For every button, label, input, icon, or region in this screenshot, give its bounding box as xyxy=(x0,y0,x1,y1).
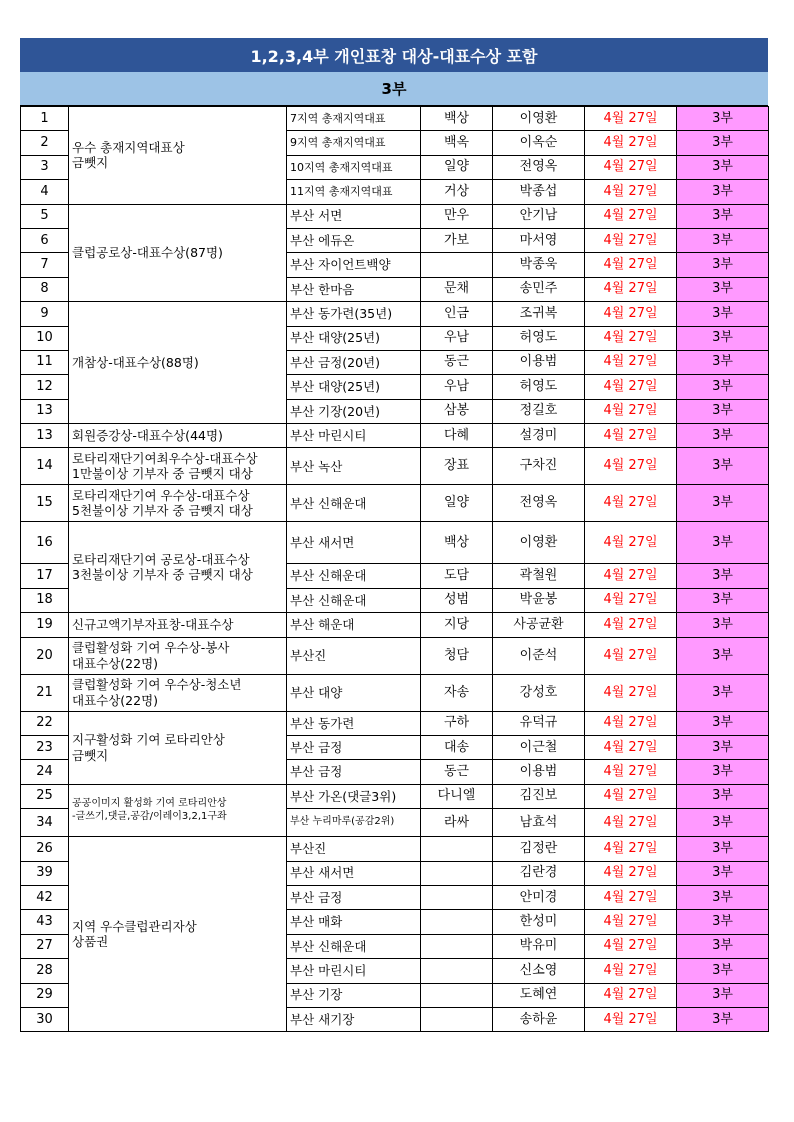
nickname-cell: 동근 xyxy=(421,350,493,374)
date-cell: 4월 27일 xyxy=(585,399,677,423)
nickname-cell xyxy=(421,861,493,885)
club-cell: 부산 새기장 xyxy=(287,1007,421,1031)
nickname-cell: 일양 xyxy=(421,155,493,179)
nickname-cell: 일양 xyxy=(421,485,493,522)
row-number: 15 xyxy=(21,485,69,522)
row-number: 39 xyxy=(21,861,69,885)
member-name-cell: 도혜연 xyxy=(493,983,585,1007)
award-name: 개참상-대표수상(88명) xyxy=(72,354,199,370)
date-cell: 4월 27일 xyxy=(585,448,677,485)
member-name-cell: 이옥순 xyxy=(493,131,585,155)
part-cell: 3부 xyxy=(677,910,769,934)
row-number: 7 xyxy=(21,253,69,277)
table-row xyxy=(21,424,769,448)
part-cell: 3부 xyxy=(677,760,769,784)
nickname-cell xyxy=(421,885,493,909)
date-cell: 4월 27일 xyxy=(585,736,677,760)
member-name-cell: 김란경 xyxy=(493,861,585,885)
club-cell: 부산 녹산 xyxy=(287,448,421,485)
sheet-title: 1,2,3,4부 개인표창 대상-대표수상 포함 xyxy=(20,38,768,72)
date-cell: 4월 27일 xyxy=(585,107,677,131)
row-number: 2 xyxy=(21,131,69,155)
member-name-cell: 송하윤 xyxy=(493,1007,585,1031)
member-name-cell: 이용범 xyxy=(493,350,585,374)
award-name: 클럽공로상-대표수상(87명) xyxy=(72,245,223,261)
row-number: 14 xyxy=(21,448,69,485)
row-number: 4 xyxy=(21,180,69,204)
member-name-cell: 정길호 xyxy=(493,399,585,423)
part-cell: 3부 xyxy=(677,253,769,277)
part-cell: 3부 xyxy=(677,180,769,204)
award-cell xyxy=(69,613,287,637)
member-name-cell: 박종욱 xyxy=(493,253,585,277)
part-cell: 3부 xyxy=(677,424,769,448)
nickname-cell: 지당 xyxy=(421,613,493,637)
date-cell: 4월 27일 xyxy=(585,613,677,637)
award-cell xyxy=(69,674,287,711)
award-cell xyxy=(69,637,287,674)
nickname-cell: 백옥 xyxy=(421,131,493,155)
date-cell: 4월 27일 xyxy=(585,350,677,374)
award-name: 로타리재단기여 우수상-대표수상 5천불이상 기부자 중 금뺏지 대상 xyxy=(72,487,253,519)
date-cell: 4월 27일 xyxy=(585,228,677,252)
award-table xyxy=(20,106,769,1032)
award-name: 우수 총재지역대표상 금뺏지 xyxy=(72,139,185,171)
table-row xyxy=(21,485,769,522)
date-cell: 4월 27일 xyxy=(585,760,677,784)
member-name-cell: 강성호 xyxy=(493,674,585,711)
date-cell: 4월 27일 xyxy=(585,155,677,179)
member-name-cell: 안기남 xyxy=(493,204,585,228)
nickname-cell: 동근 xyxy=(421,760,493,784)
club-cell: 부산 동가련 xyxy=(287,711,421,735)
row-number: 27 xyxy=(21,934,69,958)
row-number: 16 xyxy=(21,522,69,564)
club-cell: 부산 기장(20년) xyxy=(287,399,421,423)
part-cell: 3부 xyxy=(677,155,769,179)
club-cell: 10지역 총재지역대표 xyxy=(287,155,421,179)
club-cell: 부산 해운대 xyxy=(287,613,421,637)
club-cell: 7지역 총재지역대표 xyxy=(287,107,421,131)
table-row xyxy=(21,107,769,131)
row-number: 25 xyxy=(21,784,69,808)
award-cell xyxy=(69,107,287,205)
date-cell: 4월 27일 xyxy=(585,375,677,399)
club-cell: 부산 금정(20년) xyxy=(287,350,421,374)
nickname-cell: 대송 xyxy=(421,736,493,760)
date-cell: 4월 27일 xyxy=(585,485,677,522)
nickname-cell: 삼봉 xyxy=(421,399,493,423)
part-cell: 3부 xyxy=(677,107,769,131)
club-cell: 부산 기장 xyxy=(287,983,421,1007)
member-name-cell: 전영옥 xyxy=(493,485,585,522)
club-cell: 부산 가온(댓글3위) xyxy=(287,784,421,808)
award-cell xyxy=(69,784,287,836)
nickname-cell: 가보 xyxy=(421,228,493,252)
row-number: 10 xyxy=(21,326,69,350)
date-cell: 4월 27일 xyxy=(585,885,677,909)
part-cell: 3부 xyxy=(677,350,769,374)
part-cell: 3부 xyxy=(677,204,769,228)
row-number: 22 xyxy=(21,711,69,735)
club-cell: 부산 에듀온 xyxy=(287,228,421,252)
award-name: 클럽활성화 기여 우수상-봉사 대표수상(22명) xyxy=(72,640,230,671)
date-cell: 4월 27일 xyxy=(585,522,677,564)
row-number: 43 xyxy=(21,910,69,934)
club-cell: 부산 금정 xyxy=(287,885,421,909)
nickname-cell xyxy=(421,1007,493,1031)
row-number: 3 xyxy=(21,155,69,179)
row-number: 29 xyxy=(21,983,69,1007)
member-name-cell: 박유미 xyxy=(493,934,585,958)
member-name-cell: 신소영 xyxy=(493,959,585,983)
club-cell: 부산 신해운대 xyxy=(287,934,421,958)
part-cell: 3부 xyxy=(677,885,769,909)
row-number: 23 xyxy=(21,736,69,760)
row-number: 24 xyxy=(21,760,69,784)
member-name-cell: 안미경 xyxy=(493,885,585,909)
nickname-cell xyxy=(421,983,493,1007)
club-cell: 부산 대양(25년) xyxy=(287,375,421,399)
part-cell: 3부 xyxy=(677,131,769,155)
member-name-cell: 허영도 xyxy=(493,326,585,350)
member-name-cell: 한성미 xyxy=(493,910,585,934)
table-row xyxy=(21,448,769,485)
part-cell: 3부 xyxy=(677,448,769,485)
row-number: 9 xyxy=(21,302,69,326)
nickname-cell: 우남 xyxy=(421,375,493,399)
award-cell xyxy=(69,302,287,424)
nickname-cell: 도담 xyxy=(421,564,493,588)
club-cell: 부산 누리마루(공감2위) xyxy=(287,809,421,837)
member-name-cell: 이준석 xyxy=(493,637,585,674)
row-number: 5 xyxy=(21,204,69,228)
nickname-cell: 다니엘 xyxy=(421,784,493,808)
club-cell: 부산 신해운대 xyxy=(287,588,421,612)
club-cell: 부산 매화 xyxy=(287,910,421,934)
section-title: 3부 xyxy=(20,72,768,106)
club-cell: 부산 대양(25년) xyxy=(287,326,421,350)
award-cell xyxy=(69,522,287,613)
table-row xyxy=(21,522,769,564)
date-cell: 4월 27일 xyxy=(585,302,677,326)
nickname-cell: 구하 xyxy=(421,711,493,735)
nickname-cell xyxy=(421,910,493,934)
part-cell: 3부 xyxy=(677,983,769,1007)
member-name-cell: 이용범 xyxy=(493,760,585,784)
nickname-cell xyxy=(421,253,493,277)
nickname-cell: 인금 xyxy=(421,302,493,326)
club-cell: 11지역 총재지역대표 xyxy=(287,180,421,204)
award-sheet xyxy=(20,38,768,1032)
club-cell: 9지역 총재지역대표 xyxy=(287,131,421,155)
member-name-cell: 이영환 xyxy=(493,107,585,131)
award-name: 공공이미지 활성화 기여 로타리안상 -글쓰기,댓글,공감/이레이3,2,1구좌 xyxy=(72,798,227,822)
member-name-cell: 사공균환 xyxy=(493,613,585,637)
award-name: 신규고액기부자표창-대표수상 xyxy=(72,617,234,633)
part-cell: 3부 xyxy=(677,375,769,399)
member-name-cell: 유덕규 xyxy=(493,711,585,735)
member-name-cell: 박종섭 xyxy=(493,180,585,204)
member-name-cell: 곽철원 xyxy=(493,564,585,588)
award-name: 지역 우수클럽관리자상 상품권 xyxy=(72,918,197,950)
club-cell: 부산 신해운대 xyxy=(287,564,421,588)
table-row xyxy=(21,674,769,711)
row-number: 8 xyxy=(21,277,69,301)
nickname-cell: 거상 xyxy=(421,180,493,204)
table-row xyxy=(21,204,769,228)
club-cell: 부산 마린시티 xyxy=(287,959,421,983)
table-row xyxy=(21,613,769,637)
row-number: 30 xyxy=(21,1007,69,1031)
part-cell: 3부 xyxy=(677,637,769,674)
date-cell: 4월 27일 xyxy=(585,1007,677,1031)
club-cell: 부산 새서면 xyxy=(287,861,421,885)
member-name-cell: 김정란 xyxy=(493,837,585,861)
nickname-cell: 성범 xyxy=(421,588,493,612)
row-number: 6 xyxy=(21,228,69,252)
date-cell: 4월 27일 xyxy=(585,837,677,861)
member-name-cell: 남효석 xyxy=(493,809,585,837)
part-cell: 3부 xyxy=(677,837,769,861)
date-cell: 4월 27일 xyxy=(585,983,677,1007)
row-number: 26 xyxy=(21,837,69,861)
nickname-cell: 백상 xyxy=(421,107,493,131)
award-name: 클럽활성화 기여 우수상-청소년 대표수상(22명) xyxy=(72,677,242,708)
nickname-cell: 문채 xyxy=(421,277,493,301)
award-cell xyxy=(69,711,287,784)
row-number: 13 xyxy=(21,424,69,448)
member-name-cell: 설경미 xyxy=(493,424,585,448)
nickname-cell: 우남 xyxy=(421,326,493,350)
part-cell: 3부 xyxy=(677,736,769,760)
row-number: 18 xyxy=(21,588,69,612)
member-name-cell: 전영옥 xyxy=(493,155,585,179)
table-row xyxy=(21,711,769,735)
part-cell: 3부 xyxy=(677,674,769,711)
row-number: 28 xyxy=(21,959,69,983)
award-name: 로타리재단기여최우수상-대표수상 1만불이상 기부자 중 금뺏지 대상 xyxy=(72,450,258,482)
club-cell: 부산 동가련(35년) xyxy=(287,302,421,326)
nickname-cell: 라싸 xyxy=(421,809,493,837)
row-number: 12 xyxy=(21,375,69,399)
award-name: 로타리재단기여 공로상-대표수상 3천불이상 기부자 중 금뺏지 대상 xyxy=(72,551,253,583)
nickname-cell xyxy=(421,934,493,958)
part-cell: 3부 xyxy=(677,564,769,588)
date-cell: 4월 27일 xyxy=(585,253,677,277)
part-cell: 3부 xyxy=(677,277,769,301)
part-cell: 3부 xyxy=(677,302,769,326)
nickname-cell: 자송 xyxy=(421,674,493,711)
part-cell: 3부 xyxy=(677,934,769,958)
row-number: 17 xyxy=(21,564,69,588)
award-cell xyxy=(69,424,287,448)
club-cell: 부산 대양 xyxy=(287,674,421,711)
club-cell: 부산 한마음 xyxy=(287,277,421,301)
part-cell: 3부 xyxy=(677,485,769,522)
nickname-cell: 장표 xyxy=(421,448,493,485)
table-row xyxy=(21,302,769,326)
date-cell: 4월 27일 xyxy=(585,326,677,350)
club-cell: 부산 신해운대 xyxy=(287,485,421,522)
member-name-cell: 이근철 xyxy=(493,736,585,760)
member-name-cell: 김진보 xyxy=(493,784,585,808)
date-cell: 4월 27일 xyxy=(585,711,677,735)
date-cell: 4월 27일 xyxy=(585,588,677,612)
award-cell xyxy=(69,485,287,522)
date-cell: 4월 27일 xyxy=(585,277,677,301)
nickname-cell xyxy=(421,837,493,861)
table-row xyxy=(21,784,769,808)
nickname-cell: 다혜 xyxy=(421,424,493,448)
member-name-cell: 허영도 xyxy=(493,375,585,399)
part-cell: 3부 xyxy=(677,228,769,252)
member-name-cell: 송민주 xyxy=(493,277,585,301)
date-cell: 4월 27일 xyxy=(585,131,677,155)
award-cell xyxy=(69,204,287,302)
date-cell: 4월 27일 xyxy=(585,910,677,934)
club-cell: 부산 금정 xyxy=(287,760,421,784)
club-cell: 부산진 xyxy=(287,637,421,674)
date-cell: 4월 27일 xyxy=(585,564,677,588)
part-cell: 3부 xyxy=(677,1007,769,1031)
row-number: 20 xyxy=(21,637,69,674)
club-cell: 부산 서면 xyxy=(287,204,421,228)
part-cell: 3부 xyxy=(677,326,769,350)
member-name-cell: 조귀복 xyxy=(493,302,585,326)
part-cell: 3부 xyxy=(677,809,769,837)
award-name: 회원증강상-대표수상(44명) xyxy=(72,427,223,443)
date-cell: 4월 27일 xyxy=(585,674,677,711)
part-cell: 3부 xyxy=(677,784,769,808)
date-cell: 4월 27일 xyxy=(585,180,677,204)
date-cell: 4월 27일 xyxy=(585,637,677,674)
date-cell: 4월 27일 xyxy=(585,934,677,958)
award-cell xyxy=(69,837,287,1032)
part-cell: 3부 xyxy=(677,613,769,637)
nickname-cell: 만우 xyxy=(421,204,493,228)
row-number: 11 xyxy=(21,350,69,374)
table-row xyxy=(21,637,769,674)
club-cell: 부산 마린시티 xyxy=(287,424,421,448)
part-cell: 3부 xyxy=(677,959,769,983)
club-cell: 부산진 xyxy=(287,837,421,861)
row-number: 19 xyxy=(21,613,69,637)
club-cell: 부산 새서면 xyxy=(287,522,421,564)
row-number: 1 xyxy=(21,107,69,131)
row-number: 21 xyxy=(21,674,69,711)
date-cell: 4월 27일 xyxy=(585,424,677,448)
date-cell: 4월 27일 xyxy=(585,959,677,983)
date-cell: 4월 27일 xyxy=(585,861,677,885)
row-number: 42 xyxy=(21,885,69,909)
member-name-cell: 마서영 xyxy=(493,228,585,252)
award-name: 지구활성화 기여 로타리안상 금뺏지 xyxy=(72,732,225,763)
part-cell: 3부 xyxy=(677,588,769,612)
table-row xyxy=(21,837,769,861)
nickname-cell: 청담 xyxy=(421,637,493,674)
member-name-cell: 이영환 xyxy=(493,522,585,564)
nickname-cell xyxy=(421,959,493,983)
club-cell: 부산 자이언트백양 xyxy=(287,253,421,277)
member-name-cell: 구차진 xyxy=(493,448,585,485)
date-cell: 4월 27일 xyxy=(585,204,677,228)
part-cell: 3부 xyxy=(677,522,769,564)
part-cell: 3부 xyxy=(677,861,769,885)
award-cell xyxy=(69,448,287,485)
member-name-cell: 박윤봉 xyxy=(493,588,585,612)
nickname-cell: 백상 xyxy=(421,522,493,564)
part-cell: 3부 xyxy=(677,711,769,735)
date-cell: 4월 27일 xyxy=(585,784,677,808)
date-cell: 4월 27일 xyxy=(585,809,677,837)
part-cell: 3부 xyxy=(677,399,769,423)
row-number: 34 xyxy=(21,809,69,837)
club-cell: 부산 금정 xyxy=(287,736,421,760)
row-number: 13 xyxy=(21,399,69,423)
